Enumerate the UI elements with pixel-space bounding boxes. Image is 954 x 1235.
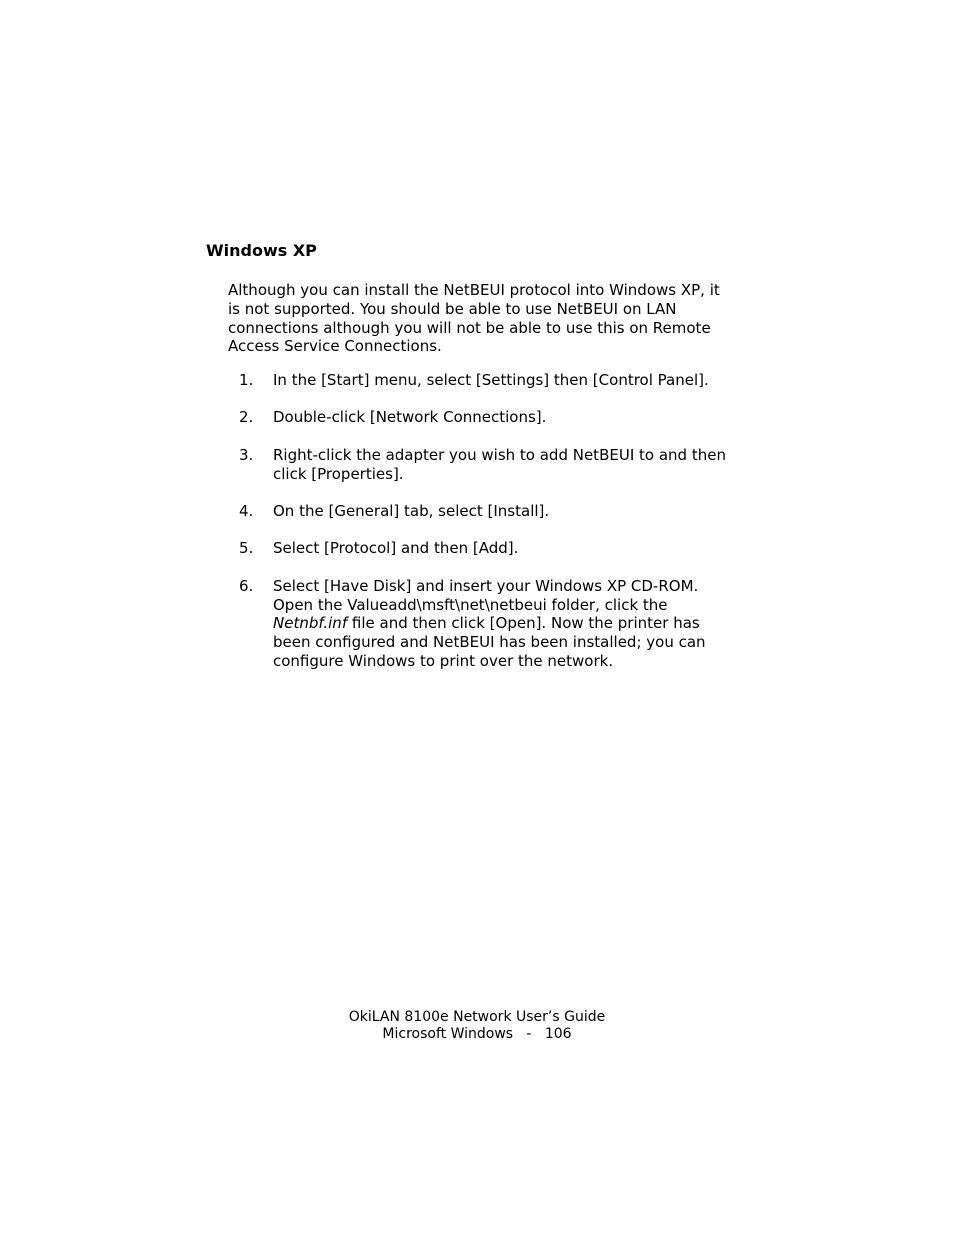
footer-page-info [0,1026,954,1043]
section-heading: Windows XP [206,241,317,260]
intro-paragraph [228,281,758,356]
step-item [228,577,758,671]
intro-line: connections although you will not be able to use this on Remote [228,318,711,337]
steps-list [228,371,758,689]
step-text: In the [Start] menu, select [Settings] then [Control Panel]. [273,371,709,389]
step-text: click [Properties]. [273,464,404,483]
footer-guide-title: OkiLAN 8100e Network User’s Guide [348,1009,606,1025]
step-number: 1. [239,371,254,389]
intro-line: is not supported. You should be able to use NetBEUI on LAN [228,299,677,318]
step-item [228,502,758,521]
step-text: file and then click [Open]. Now the printer has [351,614,700,633]
step-text: configure Windows to print over the network. [273,651,614,670]
step-text: been configured and NetBEUI has been installed; you can [273,633,706,652]
intro-line: Access Service Connections. [228,337,442,356]
filename: Netnbf.inf [273,614,348,633]
step-number: 4. [239,501,254,520]
step-text: Select [Have Disk] and insert your Windows XP CD-ROM. [273,576,699,595]
step-text: Select [Protocol] and then [Add]. [273,539,519,558]
step-text: Right-click the adapter you wish to add NetBEUI to and then [273,445,726,464]
step-item [228,408,758,427]
page-number: 106 [544,1026,572,1042]
footer-chapter: Microsoft Windows [382,1026,514,1042]
step-item [228,539,758,558]
step-text: Double-click [Network Connections]. [273,408,547,427]
step-item [228,446,758,484]
step-text: On the [General] tab, select [Install]. [273,501,550,520]
step-text-with-filename [273,614,758,633]
step-item [228,371,758,390]
step-number: 6. [239,576,254,595]
intro-line: Although you can install the NetBEUI protocol into Windows XP, it [228,281,720,299]
step-number: 5. [239,539,254,558]
step-text: Open the Valueadd\msft\net\netbeui folder, click the [273,595,668,614]
step-number: 3. [239,445,254,464]
footer-separator: - [526,1026,532,1042]
step-number: 2. [239,408,254,427]
